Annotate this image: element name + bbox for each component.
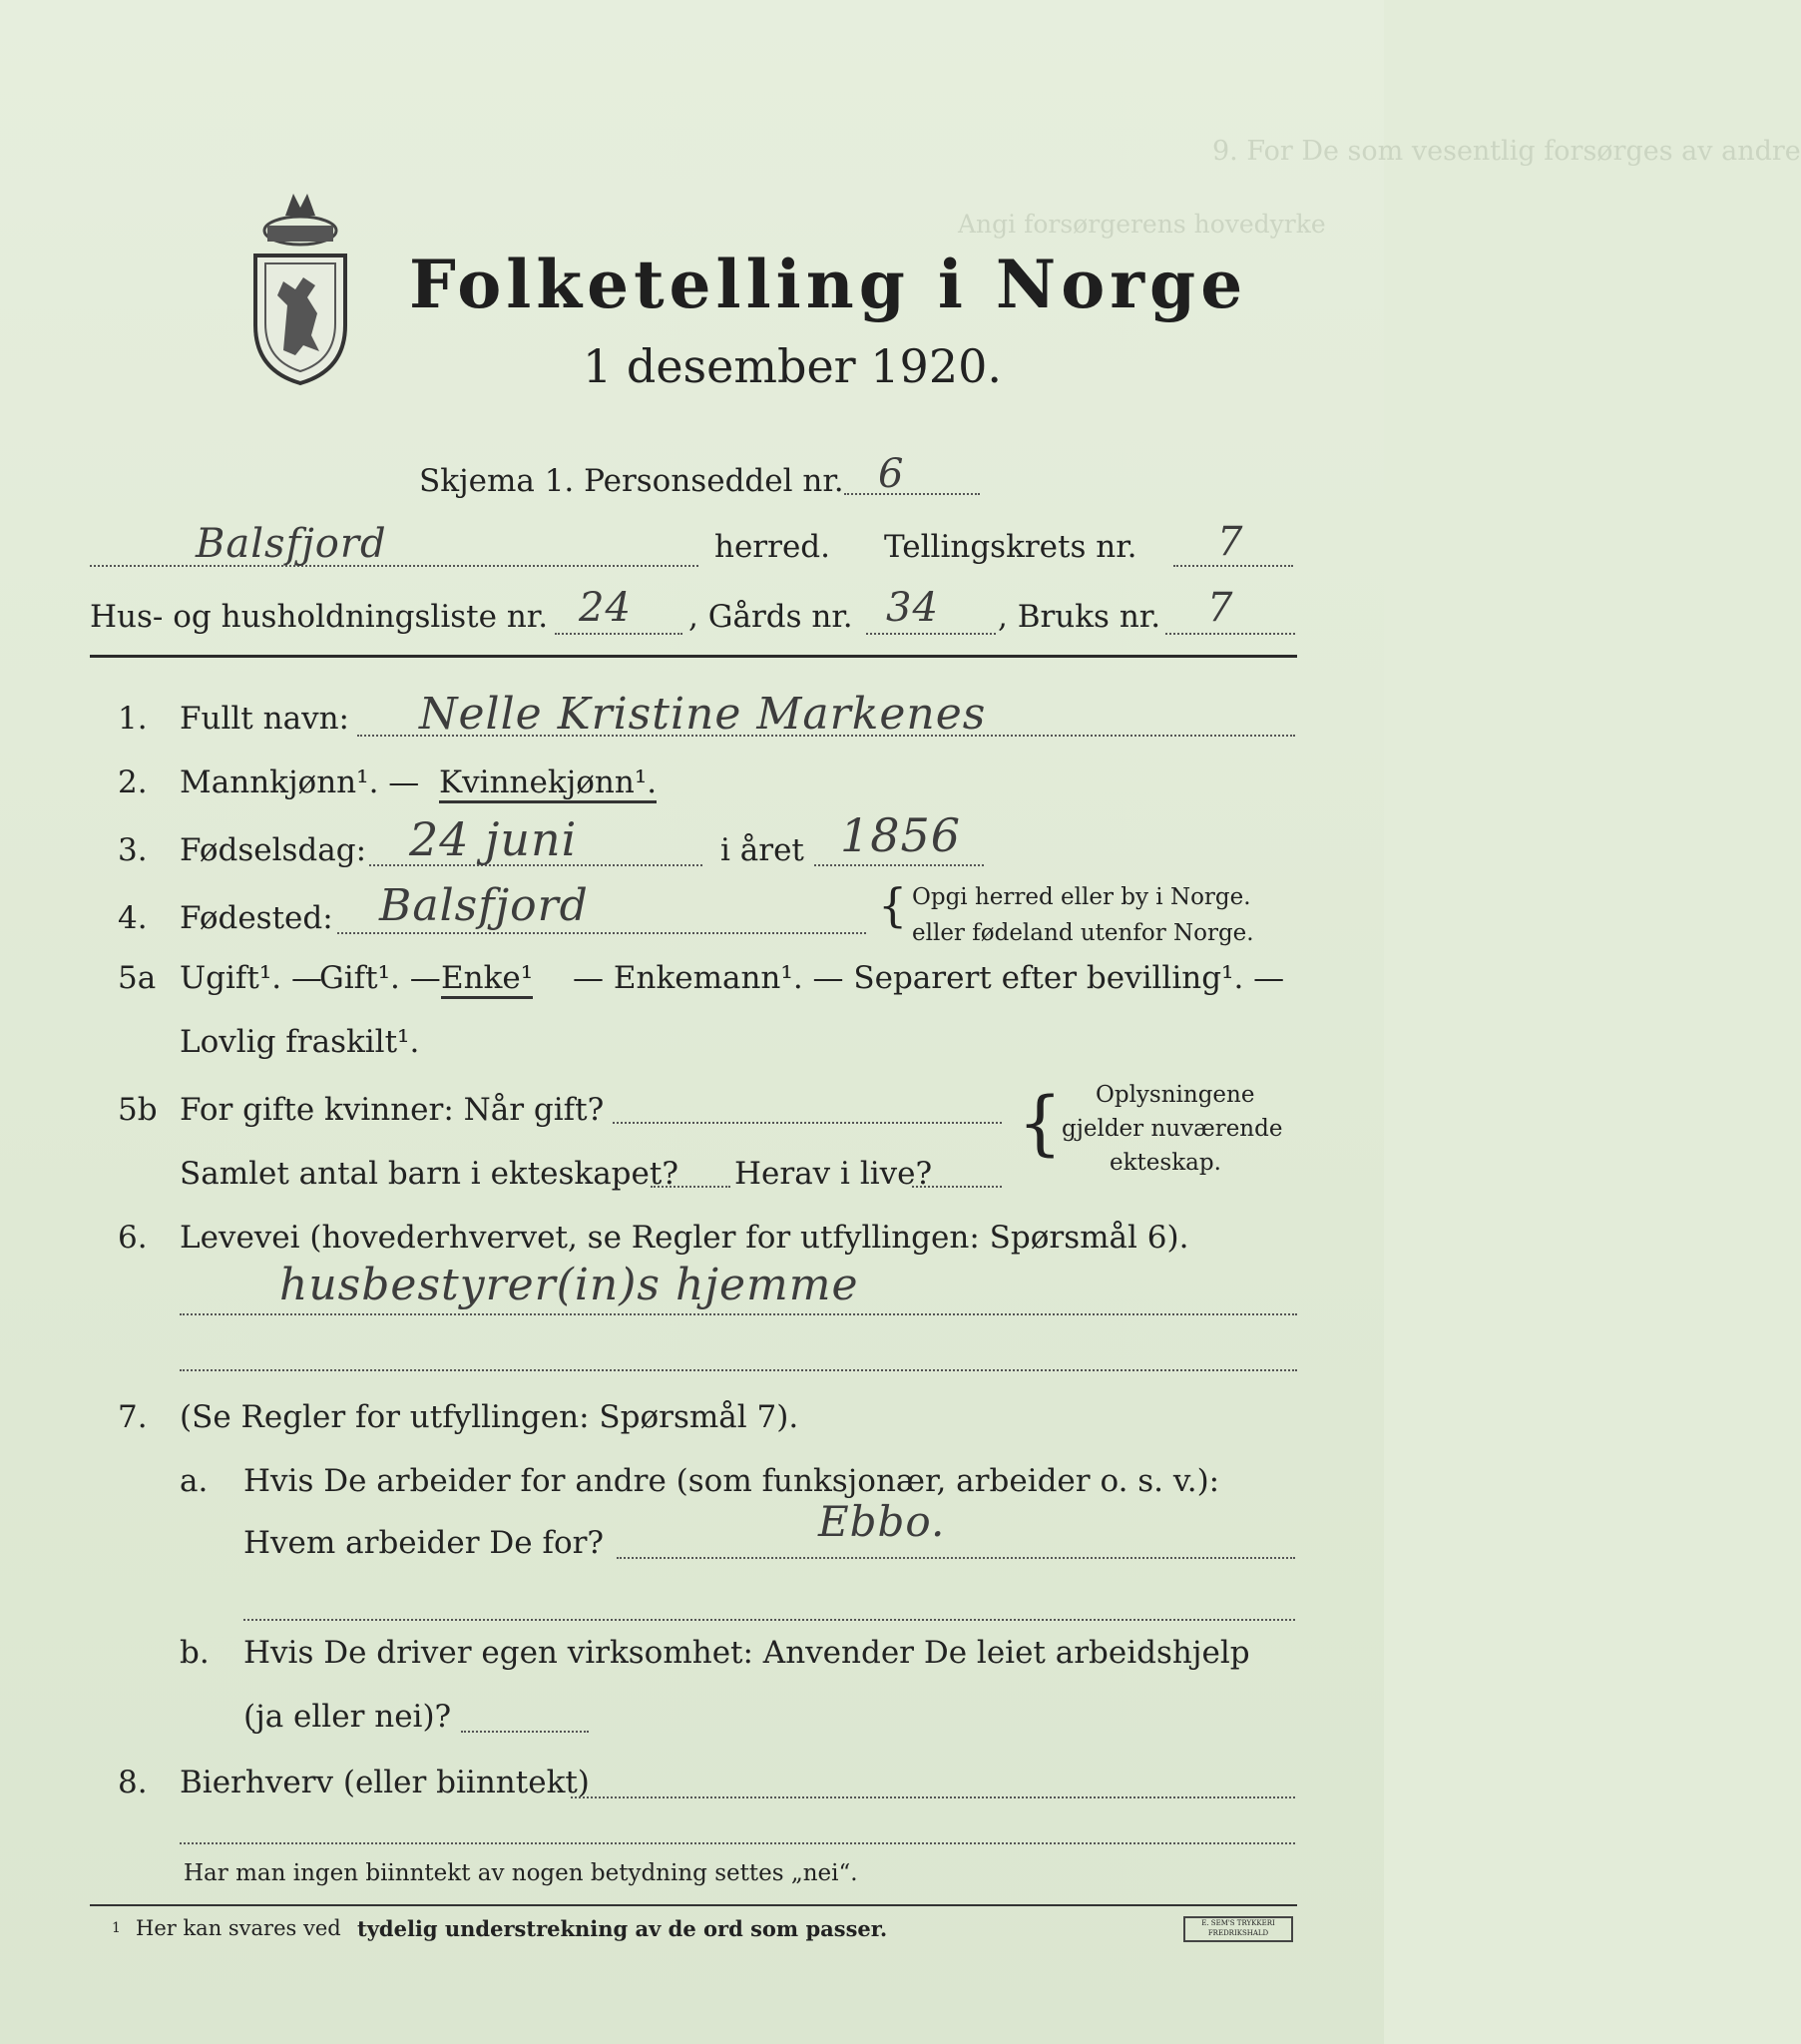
q7b-text: Hvis De driver egen virksomhet: Anvender De leiet arbeidshjelp — [243, 1635, 1250, 1671]
q8-line2 — [180, 1842, 1295, 1844]
q4-number: 4. — [118, 900, 148, 936]
header-divider — [90, 655, 1297, 658]
q6-line2 — [180, 1369, 1297, 1371]
gards-label: , Gårds nr. — [688, 599, 853, 635]
gards-value: 34 — [886, 585, 939, 631]
q6-line1 — [180, 1313, 1297, 1315]
q7b-line — [461, 1731, 589, 1733]
q6-occupation: husbestyrer(in)s hjemme — [279, 1260, 859, 1310]
q1-label: Fullt navn: — [180, 701, 349, 737]
q7b-question: (ja eller nei)? — [243, 1699, 452, 1735]
coat-of-arms-icon — [245, 186, 355, 385]
q7a-question: Hvem arbeider De for? — [243, 1525, 605, 1561]
q4-brace: { — [878, 878, 908, 932]
q4-label: Fødested: — [180, 900, 333, 936]
schema-number: 6 — [878, 451, 905, 497]
q8-label: Bierhverv (eller biinntekt) — [180, 1765, 590, 1800]
q5b-children-label: Samlet antal barn i ekteskapet? — [180, 1156, 678, 1192]
schema-label: Skjema 1. Personseddel nr. — [419, 463, 844, 499]
bleed-through-text: Angi forsørgerens hovedyrke — [958, 210, 1326, 239]
q5b-note-line1: Oplysningene — [1096, 1082, 1255, 1108]
bruks-value: 7 — [1207, 585, 1234, 631]
q5b-note-line2: gjelder nuværende — [1062, 1116, 1283, 1142]
q6-label: Levevei (hovederhvervet, se Regler for utfyllingen: Spørsmål 6). — [180, 1220, 1189, 1256]
q7a-letter: a. — [180, 1463, 209, 1499]
gards-line — [866, 633, 996, 635]
q5b-note-line3: ekteskap. — [1110, 1150, 1221, 1176]
q5a-gift-option: Gift¹. — — [319, 960, 441, 996]
bleed-through-text: 9. For De som vesentlig forsørges av andre — [1212, 136, 1801, 167]
q3-birth-day: 24 juni — [409, 812, 578, 866]
q7a-line2 — [243, 1619, 1295, 1621]
schema-line — [844, 493, 980, 495]
krets-line — [1173, 565, 1293, 567]
bruks-label: , Bruks nr. — [998, 599, 1161, 635]
q2-male-option: Mannkjønn¹. — — [180, 765, 420, 800]
q8-note: Har man ingen biinntekt av nogen betydning settes „nei“. — [184, 1860, 858, 1886]
q5b-brace: { — [1018, 1082, 1063, 1164]
q5b-alive-label: Herav i live? — [734, 1156, 933, 1192]
form-title: Folketelling i Norge — [409, 246, 1248, 323]
q5b-married-line — [613, 1122, 1002, 1124]
krets-value: 7 — [1217, 519, 1244, 565]
q2-number: 2. — [118, 765, 148, 800]
q5a-divorced-option: Lovlig fraskilt¹. — [180, 1024, 420, 1060]
household-list-value: 24 — [579, 585, 632, 631]
q5a-enke-option-underlined: Enke¹ — [441, 960, 533, 999]
q6-number: 6. — [118, 1220, 148, 1256]
printer-stamp: E. SEM'S TRYKKERI FREDRIKSHALD — [1183, 1916, 1293, 1942]
q7-label: (Se Regler for utfyllingen: Spørsmål 7). — [180, 1399, 799, 1435]
q5a-other-options: — Enkemann¹. — Separert efter bevilling¹. — — [573, 960, 1285, 996]
footnote-mark: 1 — [112, 1920, 121, 1936]
q5b-number: 5b — [118, 1092, 158, 1128]
krets-label: Tellingskrets nr. — [884, 529, 1137, 565]
herred-label: herred. — [714, 529, 830, 565]
footnote-text-start: Her kan svares ved — [136, 1916, 341, 1940]
q5b-label: For gifte kvinner: Når gift? — [180, 1092, 605, 1128]
herred-line — [90, 565, 698, 567]
q7-number: 7. — [118, 1399, 148, 1435]
census-date: 1 desember 1920. — [583, 339, 1002, 393]
q4-note-line2: eller fødeland utenfor Norge. — [912, 920, 1254, 946]
q3-birth-year: 1856 — [840, 808, 962, 862]
q5b-children-line — [651, 1186, 730, 1188]
footnote-text-bold: tydelig understrekning av de ord som passer. — [357, 1916, 888, 1941]
q2-female-option-underlined: Kvinnekjønn¹. — [439, 765, 657, 803]
household-list-label: Hus- og husholdningsliste nr. — [90, 599, 549, 635]
q8-number: 8. — [118, 1765, 148, 1800]
q1-full-name: Nelle Kristine Markenes — [419, 689, 987, 740]
q3-label: Fødselsdag: — [180, 832, 367, 868]
footer-divider — [90, 1904, 1297, 1906]
q3-year-label: i året — [720, 832, 804, 868]
q5a-ugift-option: Ugift¹. — — [180, 960, 322, 996]
q4-line — [337, 932, 866, 934]
q1-number: 1. — [118, 701, 148, 737]
household-list-line — [555, 633, 682, 635]
q8-line1 — [571, 1796, 1295, 1798]
q7a-employer: Ebbo. — [818, 1497, 946, 1546]
q7a-line1 — [617, 1557, 1295, 1559]
q3-year-line — [814, 864, 984, 866]
q5a-number: 5a — [118, 960, 157, 996]
q4-birthplace: Balsfjord — [379, 880, 589, 931]
q7a-text: Hvis De arbeider for andre (som funksjonær, arbeider o. s. v.): — [243, 1463, 1220, 1499]
bruks-line — [1165, 633, 1295, 635]
q7b-letter: b. — [180, 1635, 210, 1671]
q4-note-line1: Opgi herred eller by i Norge. — [912, 884, 1251, 910]
herred-value: Balsfjord — [196, 521, 387, 567]
q3-number: 3. — [118, 832, 148, 868]
q5b-alive-line — [912, 1186, 1002, 1188]
